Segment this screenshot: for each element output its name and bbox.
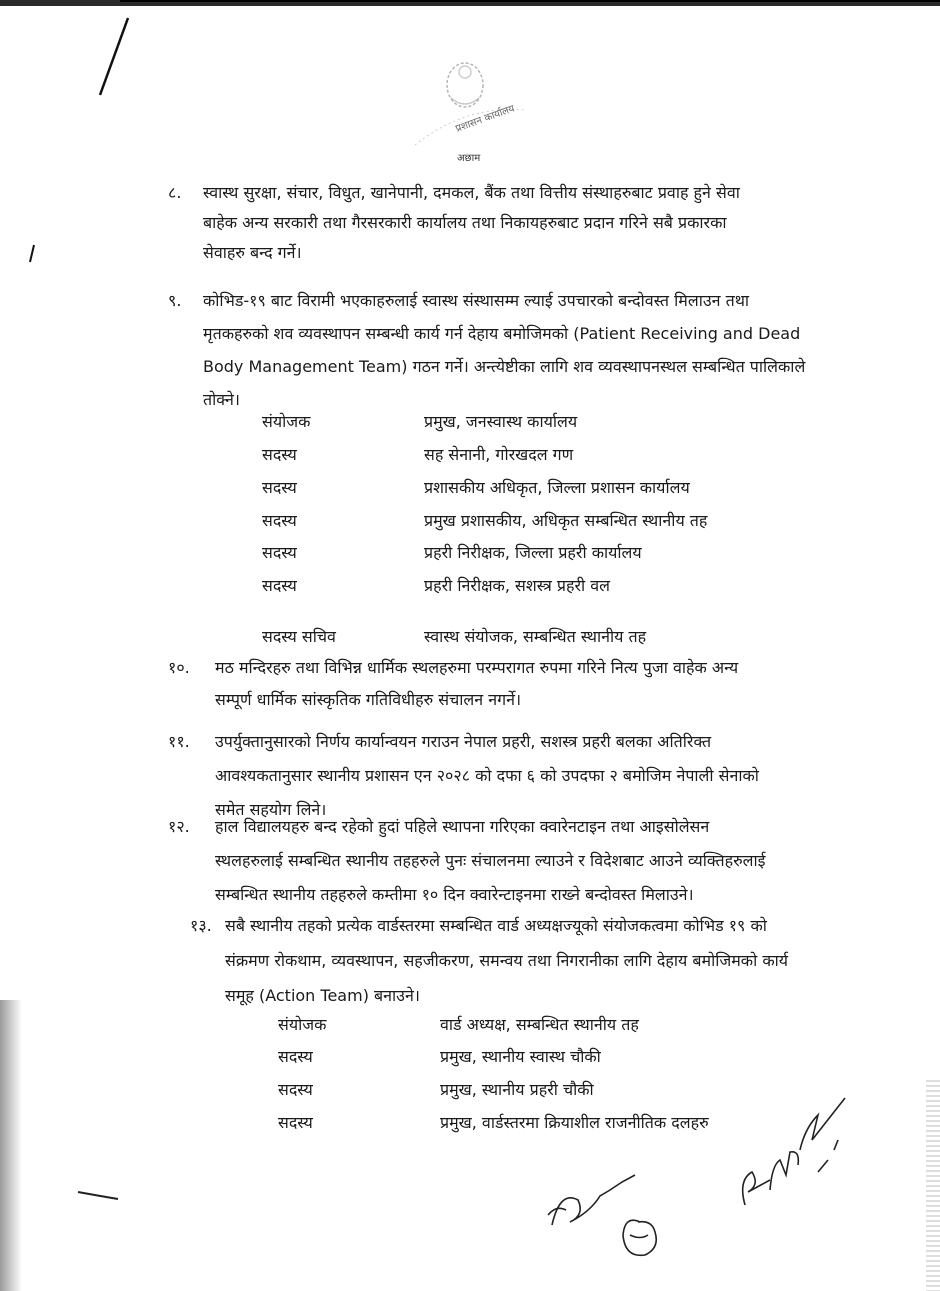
item-line: संक्रमण रोकथाम, व्यवस्थापन, सहजीकरण, समन्वय तथा निगरानीका लागि देहाय बमोजिमको कार्य <box>225 951 789 970</box>
item-number: १२. <box>168 817 190 836</box>
item-9 <box>168 284 888 416</box>
item-number: ९. <box>168 291 182 310</box>
team-role: सदस्य सचिव <box>262 627 336 646</box>
team-role: सदस्य <box>262 576 297 595</box>
item-8 <box>168 178 888 268</box>
item-line: समूह (Action Team) बनाउने। <box>225 986 420 1005</box>
item-line: बाहेक अन्य सरकारी तथा गैरसरकारी कार्यालय तथा निकायहरुबाट प्रदान गरिने सबै प्रकारका <box>203 213 727 232</box>
team-role: संयोजक <box>278 1015 327 1034</box>
item-line: स्वास्थ सुरक्षा, संचार, विधुत, खानेपानी, दमकल, बैंक तथा वित्तीय संस्थाहरुबाट प्रवाह हुने सेवा <box>203 183 740 202</box>
team-role: सदस्य <box>262 478 297 497</box>
pen-stroke-mark <box>100 18 128 95</box>
item-line: कोभिड-१९ बाट विरामी भएकाहरुलाई स्वास्थ संस्थासम्म ल्याई उपचारको बन्दोवस्त मिलाउन तथा <box>203 291 750 310</box>
team-member: प्रमुख प्रशासकीय, अधिकृत सम्बन्धित स्थानीय तह <box>424 511 708 530</box>
item-line: सम्बन्धित स्थानीय तहहरुले कम्तीमा १० दिन क्वारेन्टाइनमा राख्ने बन्दोवस्त मिलाउने। <box>215 885 694 904</box>
seal-text-1: प्रशासन कार्यालय <box>454 103 517 135</box>
item-line: तोक्ने। <box>203 390 240 409</box>
office-seal <box>395 50 535 170</box>
team-role: सदस्य <box>262 543 297 562</box>
team-member: प्रशासकीय अधिकृत, जिल्ला प्रशासन कार्यालय <box>424 478 690 497</box>
team-member: प्रहरी निरीक्षक, जिल्ला प्रहरी कार्यालय <box>424 543 642 562</box>
pen-tick-mark <box>30 245 34 262</box>
item-12 <box>168 810 888 912</box>
item-number: ८. <box>168 183 182 202</box>
signature-left-icon <box>548 1175 656 1255</box>
seal-text-2: अछाम <box>457 153 481 164</box>
team-member: सह सेनानी, गोरखदल गण <box>424 445 574 464</box>
item-line: सम्पूर्ण धार्मिक सांस्कृतिक गतिविधीहरु संचालन नगर्ने। <box>215 690 522 709</box>
action-team-list <box>278 1013 838 1143</box>
team-role: सदस्य <box>278 1080 313 1099</box>
team-role: सदस्य <box>262 445 297 464</box>
patient-receiving-team-list <box>262 410 822 650</box>
item-line: सबै स्थानीय तहको प्रत्येक वार्डस्तरमा सम्बन्धित वार्ड अध्यक्षज्यूको संयोजकत्वमा कोभिड १९ को <box>225 916 767 935</box>
item-line: आवश्यकतानुसार स्थानीय प्रशासन एन २०२८ को दफा ६ को उपदफा २ बमोजिम नेपाली सेनाको <box>215 766 759 785</box>
item-10 <box>168 652 888 716</box>
item-number: १३. <box>190 916 212 935</box>
seal-emblem-icon <box>395 50 535 170</box>
team-role: सदस्य <box>278 1113 313 1132</box>
team-member: प्रमुख, स्थानीय प्रहरी चौकी <box>440 1080 594 1099</box>
item-line: सेवाहरु बन्द गर्ने। <box>203 243 302 262</box>
item-line: उपर्युक्तानुसारको निर्णय कार्यान्वयन गराउन नेपाल प्रहरी, सशस्त्र प्रहरी बलका अतिरिक्त <box>215 732 712 751</box>
team-member: प्रहरी निरीक्षक, सशस्त्र प्रहरी वल <box>424 576 610 595</box>
item-line: हाल विद्यालयहरु बन्द रहेको हुदां पहिले स्थापना गरिएका क्वारेनटाइन तथा आइसोलेसन <box>215 817 710 836</box>
item-number: १०. <box>168 658 190 677</box>
team-member: प्रमुख, जनस्वास्थ कार्यालय <box>424 412 578 431</box>
item-number: ११. <box>168 732 190 751</box>
team-member: प्रमुख, वार्डस्तरमा क्रियाशील राजनीतिक दलहरु <box>440 1113 709 1132</box>
team-member: वार्ड अध्यक्ष, सम्बन्धित स्थानीय तह <box>440 1015 639 1034</box>
pen-dash-mark <box>78 1192 118 1199</box>
item-line: Body Management Team) गठन गर्ने। अन्त्येष्टीका लागि शव व्यवस्थापनस्थल सम्बन्धित पालिकाले <box>203 357 806 376</box>
team-role: संयोजक <box>262 412 311 431</box>
item-line: मठ मन्दिरहरु तथा विभिन्न धार्मिक स्थलहरुमा परम्परागत रुपमा गरिने नित्य पुजा वाहेक अन्य <box>215 658 739 677</box>
item-line: समेत सहयोग लिने। <box>215 800 327 819</box>
team-member: स्वास्थ संयोजक, सम्बन्धित स्थानीय तह <box>424 627 647 646</box>
item-line: स्थलहरुलाई सम्बन्धित स्थानीय तहहरुले पुनः संचालनमा ल्याउने र विदेशबाट आउने व्यक्तिहरुलाई <box>215 851 766 870</box>
item-line: मृतकहरुको शव व्यवस्थापन सम्बन्धी कार्य गर्न देहाय बमोजिमको (Patient Receiving and Dead <box>203 324 801 343</box>
team-role: सदस्य <box>262 511 297 530</box>
team-role: सदस्य <box>278 1047 313 1066</box>
team-member: प्रमुख, स्थानीय स्वास्थ चौकी <box>440 1047 601 1066</box>
item-13 <box>190 908 890 1013</box>
